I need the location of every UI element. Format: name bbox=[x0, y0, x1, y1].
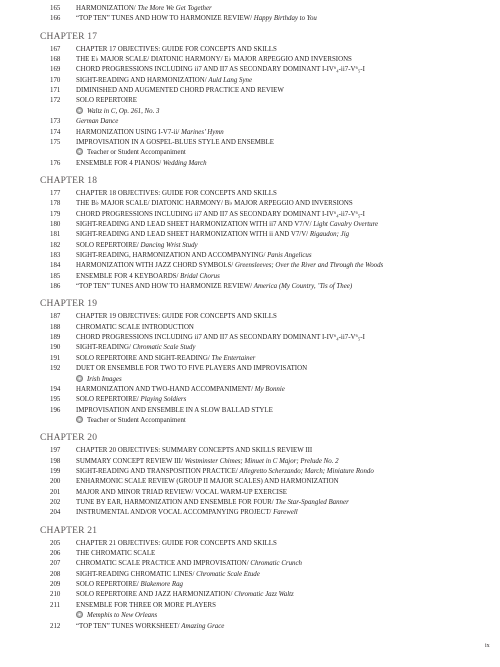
toc-entry-piece: Chromatic Scale Study bbox=[132, 344, 196, 352]
cd-audio-icon bbox=[76, 611, 83, 618]
toc-page-number: 207 bbox=[50, 560, 61, 568]
toc-entry-title: THE CHROMATIC SCALE bbox=[76, 550, 156, 558]
toc-page-number: 178 bbox=[50, 200, 61, 208]
toc-entry-title: SIGHT-READING CHROMATIC LINES/ bbox=[76, 570, 197, 578]
toc-entry-piece: My Bonnie bbox=[254, 385, 285, 393]
toc-entry-piece: Chromatic Jazz Waltz bbox=[234, 591, 294, 599]
toc-entry bbox=[50, 622, 224, 632]
toc-entry bbox=[50, 86, 284, 96]
toc-entry-title: IMPROVISATION IN A GOSPEL-BLUES STYLE AND ENSEMBLE bbox=[76, 138, 274, 146]
toc-entry-piece: Farewell bbox=[273, 509, 298, 517]
toc-entry bbox=[50, 333, 365, 343]
toc-page-number: 170 bbox=[50, 76, 61, 84]
toc-entry bbox=[50, 385, 285, 395]
toc-entry bbox=[50, 395, 186, 405]
toc-entry-title: TUNE BY EAR, HARMONIZATION AND ENSEMBLE FOR FOUR/ bbox=[76, 499, 276, 506]
toc-entry-piece: Auld Lang Syne bbox=[208, 76, 253, 84]
toc-page-number: 181 bbox=[50, 231, 61, 239]
toc-entry-title: SIGHT-READING AND HARMONIZATION/ bbox=[76, 76, 209, 84]
toc-page-number: 192 bbox=[50, 365, 61, 373]
toc-entry-title: CHORD PROGRESSIONS INCLUDING ii7 AND II7 AS SECONDARY DOMINANT I-IV⁶₄-ii7-V⁶₅-I bbox=[76, 210, 365, 218]
toc-entry-title: “TOP TEN” TUNES AND HOW TO HARMONIZE REVIEW/ bbox=[76, 15, 254, 23]
toc-entry-piece: Happy Birthday to You bbox=[253, 15, 317, 23]
toc-entry bbox=[50, 138, 274, 148]
toc-entry bbox=[50, 590, 294, 600]
toc-entry-title: CHORD PROGRESSIONS INCLUDING ii7 AND II7 AS SECONDARY DOMINANT I-IV⁶₄-ii7-V⁶₅-I bbox=[76, 334, 365, 342]
toc-entry bbox=[50, 508, 298, 518]
toc-subentry-text: Teacher or Student Accompaniment bbox=[87, 149, 186, 157]
toc-page-number: 169 bbox=[50, 66, 61, 74]
toc-entry-title: SOLO REPERTOIRE/ bbox=[76, 241, 141, 249]
toc-entry-title: INSTRUMENTAL AND/OR VOCAL ACCOMPANYING PROJECT/ bbox=[76, 509, 274, 517]
toc-subentry bbox=[76, 148, 186, 158]
toc-page-number: 173 bbox=[50, 118, 61, 126]
toc-page-number: 166 bbox=[50, 15, 61, 23]
toc-entry-title: SIGHT-READING AND LEAD SHEET HARMONIZATION WITH ii AND V7/V/ bbox=[76, 231, 310, 239]
toc-entry bbox=[50, 467, 374, 477]
toc-entry bbox=[50, 601, 216, 611]
toc-page-number: 189 bbox=[50, 334, 61, 342]
toc-entry-title: SOLO REPERTOIRE AND JAZZ HARMONIZATION/ bbox=[76, 591, 235, 599]
toc-entry-piece: Marines’ Hymn bbox=[181, 128, 224, 136]
toc-entry bbox=[50, 570, 260, 580]
toc-entry bbox=[50, 457, 339, 467]
toc-entry bbox=[50, 446, 312, 456]
toc-page-number: 208 bbox=[50, 570, 61, 578]
toc-entry-title: SOLO REPERTOIRE/ bbox=[76, 396, 141, 404]
toc-entry-title: SOLO REPERTOIRE AND SIGHT-READING/ bbox=[76, 354, 212, 362]
cd-audio-icon bbox=[76, 375, 83, 382]
toc-entry-title: SOLO REPERTOIRE/ bbox=[76, 581, 141, 589]
toc-page-number: 179 bbox=[50, 210, 61, 218]
chapter-heading: CHAPTER 20 bbox=[40, 433, 98, 444]
toc-entry bbox=[50, 241, 198, 251]
toc-entry-title: HARMONIZATION/ bbox=[76, 5, 138, 12]
toc-entry-title: CHAPTER 19 OBJECTIVES: GUIDE FOR CONCEPTS AND SKILLS bbox=[76, 313, 277, 321]
toc-entry-piece: Chromatic Scale Etude bbox=[196, 570, 260, 578]
toc-entry-piece: Dancing Wrist Study bbox=[140, 241, 198, 249]
toc-entry-piece: Wedding March bbox=[162, 159, 207, 167]
toc-page-number: 198 bbox=[50, 457, 61, 465]
toc-page-number: 199 bbox=[50, 467, 61, 475]
chapter-heading: CHAPTER 21 bbox=[40, 525, 98, 536]
toc-entry bbox=[50, 210, 365, 220]
toc-entry-piece: Bridal Chorus bbox=[180, 272, 220, 280]
toc-page-number: 186 bbox=[50, 283, 61, 291]
toc-entry bbox=[50, 45, 277, 55]
toc-entry bbox=[50, 488, 287, 498]
toc-entry-title: CHAPTER 21 OBJECTIVES: GUIDE FOR CONCEPTS AND SKILLS bbox=[76, 539, 277, 547]
toc-entry-title: SUMMARY CONCEPT REVIEW III/ bbox=[76, 457, 185, 465]
toc-entry bbox=[50, 230, 349, 240]
toc-entry-title: CHAPTER 17 OBJECTIVES: GUIDE FOR CONCEPTS AND SKILLS bbox=[76, 45, 277, 53]
toc-entry bbox=[50, 312, 277, 322]
toc-entry bbox=[50, 477, 339, 487]
toc-entry bbox=[50, 65, 365, 75]
toc-entry-title: CHAPTER 20 OBJECTIVES: SUMMARY CONCEPTS AND SKILLS REVIEW III bbox=[76, 447, 313, 455]
toc-entry-piece: Amazing Grace bbox=[181, 622, 225, 630]
toc-entry-title: SIGHT-READING/ bbox=[76, 344, 133, 352]
toc-entry-title: CHROMATIC SCALE PRACTICE AND IMPROVISATION/ bbox=[76, 560, 251, 568]
cd-audio-icon bbox=[76, 107, 83, 114]
toc-page-number: 190 bbox=[50, 344, 61, 352]
toc-subentry-text: Teacher or Student Accompaniment bbox=[87, 416, 186, 424]
toc-subentry bbox=[76, 107, 160, 117]
toc-entry-piece: Greensleeves; Over the River and Through the Woods bbox=[234, 262, 384, 270]
toc-entry-title: HARMONIZATION USING I-V7-ii/ bbox=[76, 128, 182, 136]
toc-page-number: 187 bbox=[50, 313, 61, 321]
toc-page-number: 212 bbox=[50, 622, 61, 630]
chapter-heading: CHAPTER 17 bbox=[40, 31, 98, 42]
chapter-heading: CHAPTER 18 bbox=[40, 175, 98, 186]
toc-entry-piece: Allegretto Scherzando; March; Miniature Rondo bbox=[239, 467, 374, 475]
cd-audio-icon bbox=[76, 416, 83, 423]
toc-entry bbox=[50, 14, 317, 24]
toc-page-number: 167 bbox=[50, 45, 61, 53]
toc-entry-title: CHROMATIC SCALE INTRODUCTION bbox=[76, 323, 194, 331]
toc-page-number: 177 bbox=[50, 189, 61, 197]
toc-page-number: 205 bbox=[50, 539, 61, 547]
toc-entry-piece: Westminster Chimes; Minuet in C Major; Prelude No. 2 bbox=[184, 457, 339, 465]
toc-entry bbox=[50, 354, 255, 364]
toc-entry-title: IMPROVISATION AND ENSEMBLE IN A SLOW BALLAD STYLE bbox=[76, 406, 273, 414]
toc-page-number: 185 bbox=[50, 272, 61, 280]
toc-entry bbox=[50, 76, 252, 86]
toc-page-number: 184 bbox=[50, 262, 61, 270]
toc-entry-title: ENSEMBLE FOR 4 KEYBOARDS/ bbox=[76, 272, 181, 280]
toc-entry-piece: Panis Angelicus bbox=[267, 252, 312, 259]
toc-page-number: 176 bbox=[50, 159, 61, 167]
toc-entry bbox=[50, 261, 383, 271]
toc-entry bbox=[50, 323, 194, 333]
toc-entry-title: ENHARMONIC SCALE REVIEW (GROUP II MAJOR SCALES) AND HARMONIZATION bbox=[76, 478, 339, 486]
toc-subentry bbox=[76, 611, 157, 621]
toc-page-number: 171 bbox=[50, 87, 61, 95]
toc-entry bbox=[50, 96, 137, 106]
page-number: ix bbox=[485, 643, 490, 649]
toc-page-number: 209 bbox=[50, 581, 61, 589]
toc-entry-piece: The More We Get Together bbox=[137, 5, 212, 12]
toc-page-number: 200 bbox=[50, 478, 61, 486]
toc-entry-piece: Light Cavalry Overture bbox=[313, 220, 379, 228]
toc-page-number: 175 bbox=[50, 138, 61, 146]
toc-entry-title: MAJOR AND MINOR TRIAD REVIEW/ VOCAL WARM-UP EXERCISE bbox=[76, 488, 287, 496]
toc-entry bbox=[50, 559, 302, 569]
toc-subentry-text: Memphis to New Orleans bbox=[87, 612, 158, 620]
toc-entry bbox=[50, 343, 196, 353]
toc-subentry-text: Irish Images bbox=[87, 375, 122, 383]
toc-entry-title: DUET OR ENSEMBLE FOR TWO TO FIVE PLAYERS AND IMPROVISATION bbox=[76, 365, 308, 373]
toc-page-number: 174 bbox=[50, 128, 61, 136]
toc-entry bbox=[50, 580, 183, 590]
toc-subentry bbox=[76, 375, 122, 385]
toc-page-number: 191 bbox=[50, 354, 61, 362]
toc-entry-title: “TOP TEN” TUNES AND HOW TO HARMONIZE REVIEW/ bbox=[76, 283, 254, 291]
toc-page-number: 210 bbox=[50, 591, 61, 599]
toc-page-number: 206 bbox=[50, 550, 61, 558]
cd-audio-icon bbox=[76, 148, 83, 155]
toc-entry-title: ENSEMBLE FOR THREE OR MORE PLAYERS bbox=[76, 601, 216, 609]
toc-entry bbox=[50, 251, 312, 261]
toc-entry-title: CHAPTER 18 OBJECTIVES: GUIDE FOR CONCEPTS AND SKILLS bbox=[76, 189, 277, 197]
chapter-heading: CHAPTER 19 bbox=[40, 299, 98, 310]
toc-entry bbox=[50, 272, 220, 282]
toc-subentry-text: Waltz in C, Op. 261, No. 3 bbox=[87, 107, 160, 115]
toc-entry-piece: German Dance bbox=[76, 118, 119, 126]
toc-page-number: 168 bbox=[50, 56, 61, 64]
toc-page-number: 188 bbox=[50, 323, 61, 331]
toc-entry-title: SIGHT-READING AND TRANSPOSITION PRACTICE/ bbox=[76, 467, 240, 475]
toc-entry bbox=[50, 498, 349, 508]
toc-entry bbox=[50, 159, 207, 169]
toc-entry-title: SIGHT-READING AND LEAD SHEET HARMONIZATION WITH ii7 AND V7/V/ bbox=[76, 220, 314, 228]
toc-page-number: 183 bbox=[50, 252, 61, 259]
toc-entry bbox=[50, 539, 277, 549]
toc-entry bbox=[50, 406, 273, 416]
toc-entry-piece: The Star-Spangled Banner bbox=[275, 499, 349, 506]
toc-page-number: 202 bbox=[50, 499, 61, 506]
toc-entry bbox=[50, 199, 353, 209]
toc-entry-title: SOLO REPERTOIRE bbox=[76, 97, 137, 105]
toc-page-number: 201 bbox=[50, 488, 61, 496]
toc-entry-title: THE B♭ MAJOR SCALE/ DIATONIC HARMONY/ B♭ MAJOR ARPEGGIO AND INVERSIONS bbox=[76, 200, 353, 208]
toc-page-number: 197 bbox=[50, 447, 61, 455]
toc-entry bbox=[50, 128, 224, 138]
toc-page-number: 165 bbox=[50, 5, 61, 12]
toc-entry bbox=[50, 220, 378, 230]
toc-entry bbox=[50, 4, 212, 14]
toc-entry-title: “TOP TEN” TUNES WORKSHEET/ bbox=[76, 622, 182, 630]
toc-entry bbox=[50, 55, 352, 65]
toc-subentry bbox=[76, 416, 186, 426]
toc-entry-title: HARMONIZATION AND TWO-HAND ACCOMPANIMENT/ bbox=[76, 385, 255, 393]
toc-entry-title: SIGHT-READING, HARMONIZATION AND ACCOMPANYING/ bbox=[76, 252, 268, 259]
toc-entry-title: DIMINISHED AND AUGMENTED CHORD PRACTICE AND REVIEW bbox=[76, 87, 284, 95]
toc-page-number: 194 bbox=[50, 385, 61, 393]
toc-entry-title: HARMONIZATION WITH JAZZ CHORD SYMBOLS/ bbox=[76, 262, 235, 270]
toc-page-number: 172 bbox=[50, 97, 61, 105]
toc-entry bbox=[50, 282, 352, 292]
toc-entry-piece: America (My Country, ’Tis of Thee) bbox=[253, 283, 353, 291]
toc-entry bbox=[50, 549, 155, 559]
toc-entry-title: THE E♭ MAJOR SCALE/ DIATONIC HARMONY/ E♭ MAJOR ARPEGGIO AND INVERSIONS bbox=[76, 56, 352, 64]
toc-entry-piece: Playing Soldiers bbox=[140, 396, 187, 404]
toc-entry bbox=[50, 117, 118, 127]
toc-entry bbox=[50, 189, 277, 199]
toc-page-number: 196 bbox=[50, 406, 61, 414]
toc-page-number: 182 bbox=[50, 241, 61, 249]
toc-entry-title: CHORD PROGRESSIONS INCLUDING ii7 AND II7 AS SECONDARY DOMINANT I-IV⁶₄-ii7-V⁶₅-I bbox=[76, 66, 365, 74]
toc-entry bbox=[50, 364, 307, 374]
toc-page-number: 195 bbox=[50, 396, 61, 404]
toc-entry-piece: Chromatic Crunch bbox=[250, 560, 303, 568]
toc-entry-piece: The Entertainer bbox=[211, 354, 256, 362]
toc-page-number: 204 bbox=[50, 509, 61, 517]
toc-page-number: 180 bbox=[50, 220, 61, 228]
toc-entry-piece: Rigaudon; Jig bbox=[309, 231, 350, 239]
toc-entry-title: ENSEMBLE FOR 4 PIANOS/ bbox=[76, 159, 163, 167]
toc-entry-piece: Blakemore Rag bbox=[140, 581, 183, 589]
toc-page-number: 211 bbox=[50, 601, 61, 609]
